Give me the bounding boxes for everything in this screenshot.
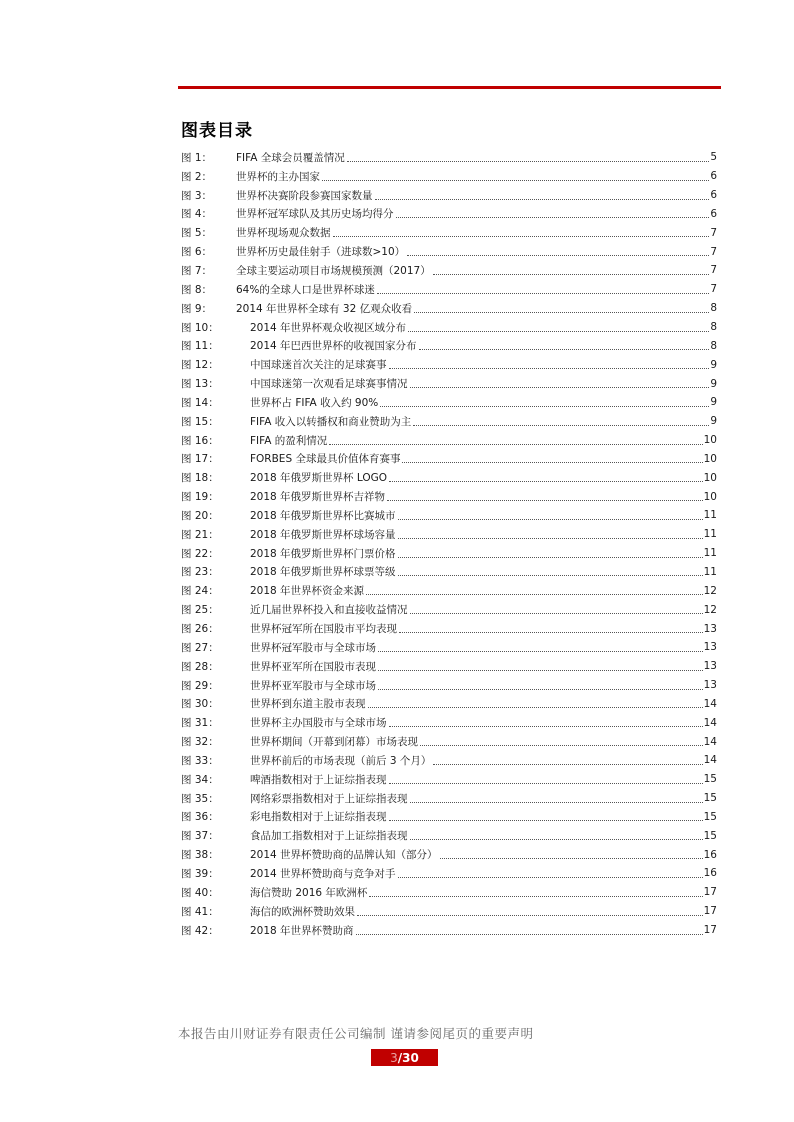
toc-dot-leader (410, 838, 703, 840)
toc-entry-label: 图 33： (181, 754, 219, 767)
footer-disclaimer: 本报告由川财证券有限责任公司编制 谨请参阅尾页的重要声明 (178, 1026, 534, 1041)
toc-entry-label: 图 16： (181, 434, 219, 447)
toc-entry-title[interactable]: 世界杯冠军球队及其历史场均得分 (236, 208, 394, 221)
toc-entry-title[interactable]: 世界杯冠军所在国股市平均表现 (250, 623, 397, 636)
toc-entry-label: 图 21： (181, 528, 219, 541)
toc-dot-leader (368, 706, 703, 708)
toc-entry-title[interactable]: 食品加工指数相对于上证综指表现 (250, 830, 408, 843)
toc-entry[interactable] (181, 676, 717, 695)
toc-entry-label: 图 13： (181, 378, 219, 391)
toc-entry-label: 图 36： (181, 811, 219, 824)
toc-entry[interactable] (181, 355, 717, 374)
toc-entry[interactable] (181, 223, 717, 242)
toc-dot-leader (387, 499, 703, 501)
toc-entry-page: 14 (703, 754, 717, 767)
toc-dot-leader (380, 405, 709, 407)
toc-entry[interactable] (181, 563, 717, 582)
toc-entry-title[interactable]: 世界杯现场观众数据 (236, 227, 331, 240)
toc-entry-title[interactable]: 2018 年俄罗斯世界杯 LOGO (250, 472, 388, 485)
toc-dot-leader (433, 273, 710, 275)
toc-entry-label: 图 7： (181, 264, 213, 277)
toc-entry[interactable] (181, 374, 717, 393)
toc-entry[interactable] (181, 525, 717, 544)
toc-entry-title[interactable]: 彩电指数相对于上证综指表现 (250, 811, 387, 824)
toc-dot-leader (440, 857, 703, 859)
toc-entry-label: 图 2： (181, 170, 213, 183)
toc-entry-page: 13 (703, 622, 717, 635)
toc-entry-title[interactable]: 世界杯冠军股市与全球市场 (250, 641, 376, 654)
toc-entry[interactable] (181, 657, 717, 676)
toc-dot-leader (322, 179, 709, 181)
toc-entry-page: 13 (703, 641, 717, 654)
toc-dot-leader (333, 235, 710, 237)
toc-entry-title[interactable]: 世界杯亚军所在国股市表现 (250, 660, 376, 673)
toc-entry[interactable] (181, 450, 717, 469)
toc-entry-label: 图 24： (181, 585, 219, 598)
toc-entry-page: 12 (703, 603, 717, 616)
toc-entry-label: 图 18： (181, 472, 219, 485)
toc-entry[interactable] (181, 336, 717, 355)
toc-entry-page: 11 (703, 509, 717, 522)
toc-entry[interactable] (181, 638, 717, 657)
header-rule (178, 86, 721, 89)
toc-entry-page: 7 (710, 226, 717, 239)
toc-dot-leader (378, 650, 703, 652)
toc-entry-title[interactable]: 2018 年俄罗斯世界杯比赛城市 (250, 509, 396, 522)
toc-entry-title[interactable]: 2014 世界杯赞助商的品牌认知（部分） (250, 849, 438, 862)
toc-entry-page: 15 (703, 792, 717, 805)
toc-dot-leader (378, 669, 703, 671)
toc-entry-title[interactable]: 2018 年世界杯赞助商 (250, 924, 354, 937)
toc-dot-leader (389, 819, 703, 821)
toc-entry-label: 图 12： (181, 359, 219, 372)
toc-entry[interactable] (181, 393, 717, 412)
toc-entry[interactable] (181, 186, 717, 205)
toc-dot-leader (402, 461, 702, 463)
toc-entry-title[interactable]: 近几届世界杯投入和直接收益情况 (250, 604, 408, 617)
toc-dot-leader (398, 876, 703, 878)
toc-entry-title[interactable]: 海信的欧洲杯赞助效果 (250, 905, 355, 918)
toc-entry-page: 10 (703, 471, 717, 484)
toc-entry-label: 图 3： (181, 189, 213, 202)
toc-entry-title[interactable]: 2014 年世界杯观众收视区域分布 (250, 321, 407, 334)
toc-entry-label: 图 30： (181, 698, 219, 711)
toc-entry[interactable] (181, 242, 717, 261)
toc-entry[interactable] (181, 581, 717, 600)
toc-dot-leader (407, 254, 709, 256)
toc-dot-leader (389, 480, 703, 482)
toc-entry-title[interactable]: 64%的全球人口是世界杯球迷 (236, 283, 375, 296)
toc-entry-page: 10 (703, 490, 717, 503)
toc-dot-leader (369, 895, 702, 897)
toc-entry-page: 11 (703, 528, 717, 541)
toc-entry[interactable] (181, 619, 717, 638)
toc-entry-page: 17 (703, 905, 717, 918)
toc-entry[interactable] (181, 883, 717, 902)
toc-entry[interactable] (181, 694, 717, 713)
toc-entry-title[interactable]: 2018 年俄罗斯世界杯球场容量 (250, 528, 396, 541)
toc-entry-page: 7 (710, 245, 717, 258)
toc-entry[interactable] (181, 167, 717, 186)
toc-entry-page: 6 (710, 189, 717, 202)
toc-entry-label: 图 22： (181, 547, 219, 560)
toc-entry-title[interactable]: 2018 年俄罗斯世界杯门票价格 (250, 547, 396, 560)
toc-entry-page: 14 (703, 716, 717, 729)
toc-entry-label: 图 23： (181, 566, 219, 579)
toc-dot-leader (420, 744, 703, 746)
toc-entry[interactable] (181, 826, 717, 845)
toc-entry-title[interactable]: 啤酒指数相对于上证综指表现 (250, 773, 387, 786)
toc-entry-title[interactable]: 世界杯到东道主股市表现 (250, 698, 366, 711)
toc-entry[interactable] (181, 487, 717, 506)
toc-entry-title[interactable]: 2014 年巴西世界杯的收视国家分布 (250, 340, 417, 353)
toc-dot-leader (329, 443, 702, 445)
toc-entry[interactable] (181, 544, 717, 563)
toc-dot-leader (378, 688, 703, 690)
toc-entry-page: 10 (703, 452, 717, 465)
toc-dot-leader (356, 933, 703, 935)
toc-dot-leader (408, 330, 709, 332)
toc-dot-leader (419, 348, 710, 350)
toc-entry-label: 图 39： (181, 867, 219, 880)
toc-dot-leader (389, 725, 703, 727)
toc-entry-page: 10 (703, 434, 717, 447)
toc-entry-page: 6 (710, 207, 717, 220)
toc-entry-label: 图 38： (181, 849, 219, 862)
toc-dot-leader (399, 631, 703, 633)
toc-entry-title[interactable]: FIFA 全球会员覆盖情况 (236, 151, 345, 164)
toc-dot-leader (413, 424, 709, 426)
toc-entry[interactable] (181, 770, 717, 789)
toc-entry-label: 图 20： (181, 509, 219, 522)
toc-entry-label: 图 5： (181, 227, 213, 240)
toc-entry-label: 图 15： (181, 415, 219, 428)
toc-entry-title[interactable]: FIFA 收入以转播权和商业赞助为主 (250, 415, 412, 428)
toc-entry-label: 图 34： (181, 773, 219, 786)
toc-dot-leader (398, 537, 703, 539)
toc-entry-label: 图 6： (181, 246, 213, 259)
toc-entry-label: 图 26： (181, 623, 219, 636)
toc-entry-label: 图 25： (181, 604, 219, 617)
toc-entry[interactable] (181, 751, 717, 770)
toc-entry-page: 9 (710, 396, 717, 409)
toc-entry-title[interactable]: 2018 年俄罗斯世界杯球票等级 (250, 566, 396, 579)
toc-entry-label: 图 27： (181, 641, 219, 654)
toc-entry[interactable] (181, 412, 717, 431)
toc-entry[interactable] (181, 318, 717, 337)
toc-entry[interactable] (181, 845, 717, 864)
toc-entry[interactable] (181, 205, 717, 224)
toc-entry-title[interactable]: 世界杯前后的市场表现（前后 3 个月） (250, 754, 432, 767)
toc-entry-page: 13 (703, 660, 717, 673)
toc-entry-label: 图 10： (181, 321, 219, 334)
toc-entry-label: 图 29： (181, 679, 219, 692)
toc-dot-leader (389, 782, 703, 784)
toc-dot-leader (414, 311, 709, 313)
toc-entry[interactable] (181, 732, 717, 751)
toc-entry-page: 6 (710, 170, 717, 183)
toc-entry-title[interactable]: 世界杯历史最佳射手（进球数>10） (236, 246, 406, 259)
toc-entry[interactable] (181, 713, 717, 732)
toc-entry[interactable] (181, 506, 717, 525)
toc-entry-page: 11 (703, 565, 717, 578)
toc-entry-label: 图 41： (181, 905, 219, 918)
toc-entry-title[interactable]: 世界杯决赛阶段参赛国家数量 (236, 189, 373, 202)
toc-entry-label: 图 8： (181, 283, 213, 296)
toc-dot-leader (389, 367, 710, 369)
toc-dot-leader (375, 198, 710, 200)
toc-dot-leader (410, 801, 703, 803)
toc-entry-title[interactable]: FORBES 全球最具价值体育赛事 (250, 453, 401, 466)
toc-entry-title[interactable]: 网络彩票指数相对于上证综指表现 (250, 792, 408, 805)
toc-entry-label: 图 28： (181, 660, 219, 673)
toc-entry-title[interactable]: 海信赞助 2016 年欧洲杯 (250, 886, 368, 899)
toc-entry-title[interactable]: FIFA 的盈利情况 (250, 434, 328, 447)
toc-entry-label: 图 32： (181, 736, 219, 749)
toc-entry-page: 14 (703, 735, 717, 748)
toc-entry-page: 11 (703, 547, 717, 560)
toc-entry-page: 8 (710, 339, 717, 352)
toc-entry-page: 16 (703, 867, 717, 880)
toc-entry-label: 图 1： (181, 151, 213, 164)
total-pages: /30 (397, 1050, 419, 1065)
toc-entry-page: 16 (703, 848, 717, 861)
toc-entry-title[interactable]: 2018 年世界杯资金来源 (250, 585, 365, 598)
toc-entry-page: 8 (710, 302, 717, 315)
toc-entry-page: 8 (710, 321, 717, 334)
toc-dot-leader (377, 292, 709, 294)
toc-entry-page: 13 (703, 679, 717, 692)
toc-entry-label: 图 17： (181, 453, 219, 466)
toc-dot-leader (398, 556, 703, 558)
toc-entry[interactable] (181, 431, 717, 450)
toc-entry-title[interactable]: 2014 年世界杯全球有 32 亿观众收看 (236, 302, 413, 315)
toc-dot-leader (410, 612, 703, 614)
toc-entry-label: 图 40： (181, 886, 219, 899)
toc-entry-label: 图 42： (181, 924, 219, 937)
toc-entry-title[interactable]: 2018 年俄罗斯世界杯吉祥物 (250, 491, 386, 504)
toc-dot-leader (433, 763, 702, 765)
toc-entry-label: 图 4： (181, 208, 213, 221)
toc-entry-label: 图 31： (181, 717, 219, 730)
toc-entry-label: 图 37： (181, 830, 219, 843)
toc-entry-label: 图 35： (181, 792, 219, 805)
toc-entry-page: 17 (703, 886, 717, 899)
toc-entry-label: 图 9： (181, 302, 213, 315)
toc-dot-leader (396, 216, 710, 218)
toc-entry-page: 15 (703, 810, 717, 823)
toc-entry-page: 14 (703, 697, 717, 710)
toc-entry-page: 15 (703, 773, 717, 786)
current-page-number: 3 (390, 1050, 398, 1065)
toc-entry-page: 7 (710, 283, 717, 296)
figure-toc-list (181, 148, 717, 939)
toc-entry[interactable] (181, 468, 717, 487)
toc-entry-page: 17 (703, 924, 717, 937)
toc-entry-page: 15 (703, 829, 717, 842)
toc-entry-title[interactable]: 世界杯主办国股市与全球市场 (250, 717, 387, 730)
toc-entry[interactable] (181, 902, 717, 921)
toc-entry-page: 9 (710, 358, 717, 371)
toc-entry-label: 图 14： (181, 396, 219, 409)
toc-heading: 图表目录 (181, 121, 253, 141)
toc-entry[interactable] (181, 280, 717, 299)
toc-entry-title[interactable]: 世界杯占 FIFA 收入约 90% (250, 396, 379, 409)
toc-entry[interactable] (181, 148, 717, 167)
toc-entry-title[interactable]: 中国球迷首次关注的足球赛事 (250, 359, 387, 372)
toc-entry-title[interactable]: 世界杯的主办国家 (236, 170, 320, 183)
toc-entry-page: 5 (710, 151, 717, 164)
toc-entry-title[interactable]: 全球主要运动项目市场规模预测（2017） (236, 264, 431, 277)
toc-entry-page: 9 (710, 415, 717, 428)
toc-dot-leader (347, 160, 710, 162)
toc-entry-page: 12 (703, 584, 717, 597)
toc-entry-label: 图 19： (181, 491, 219, 504)
toc-entry[interactable] (181, 299, 717, 318)
toc-entry-title[interactable]: 世界杯期间（开幕到闭幕）市场表现 (250, 736, 418, 749)
toc-entry[interactable] (181, 921, 717, 940)
toc-dot-leader (398, 574, 703, 576)
toc-entry-title[interactable]: 中国球迷第一次观看足球赛事情况 (250, 378, 408, 391)
toc-entry-title[interactable]: 世界杯亚军股市与全球市场 (250, 679, 376, 692)
toc-entry-page: 9 (710, 377, 717, 390)
toc-dot-leader (398, 518, 703, 520)
page-number-badge (371, 1049, 438, 1066)
toc-entry[interactable] (181, 864, 717, 883)
toc-entry[interactable] (181, 808, 717, 827)
toc-dot-leader (410, 386, 710, 388)
toc-entry[interactable] (181, 261, 717, 280)
toc-dot-leader (357, 914, 703, 916)
toc-entry-label: 图 11： (181, 340, 219, 353)
toc-entry-page: 7 (710, 264, 717, 277)
toc-entry[interactable] (181, 789, 717, 808)
toc-entry[interactable] (181, 600, 717, 619)
toc-dot-leader (366, 593, 703, 595)
toc-entry-title[interactable]: 2014 世界杯赞助商与竞争对手 (250, 867, 396, 880)
